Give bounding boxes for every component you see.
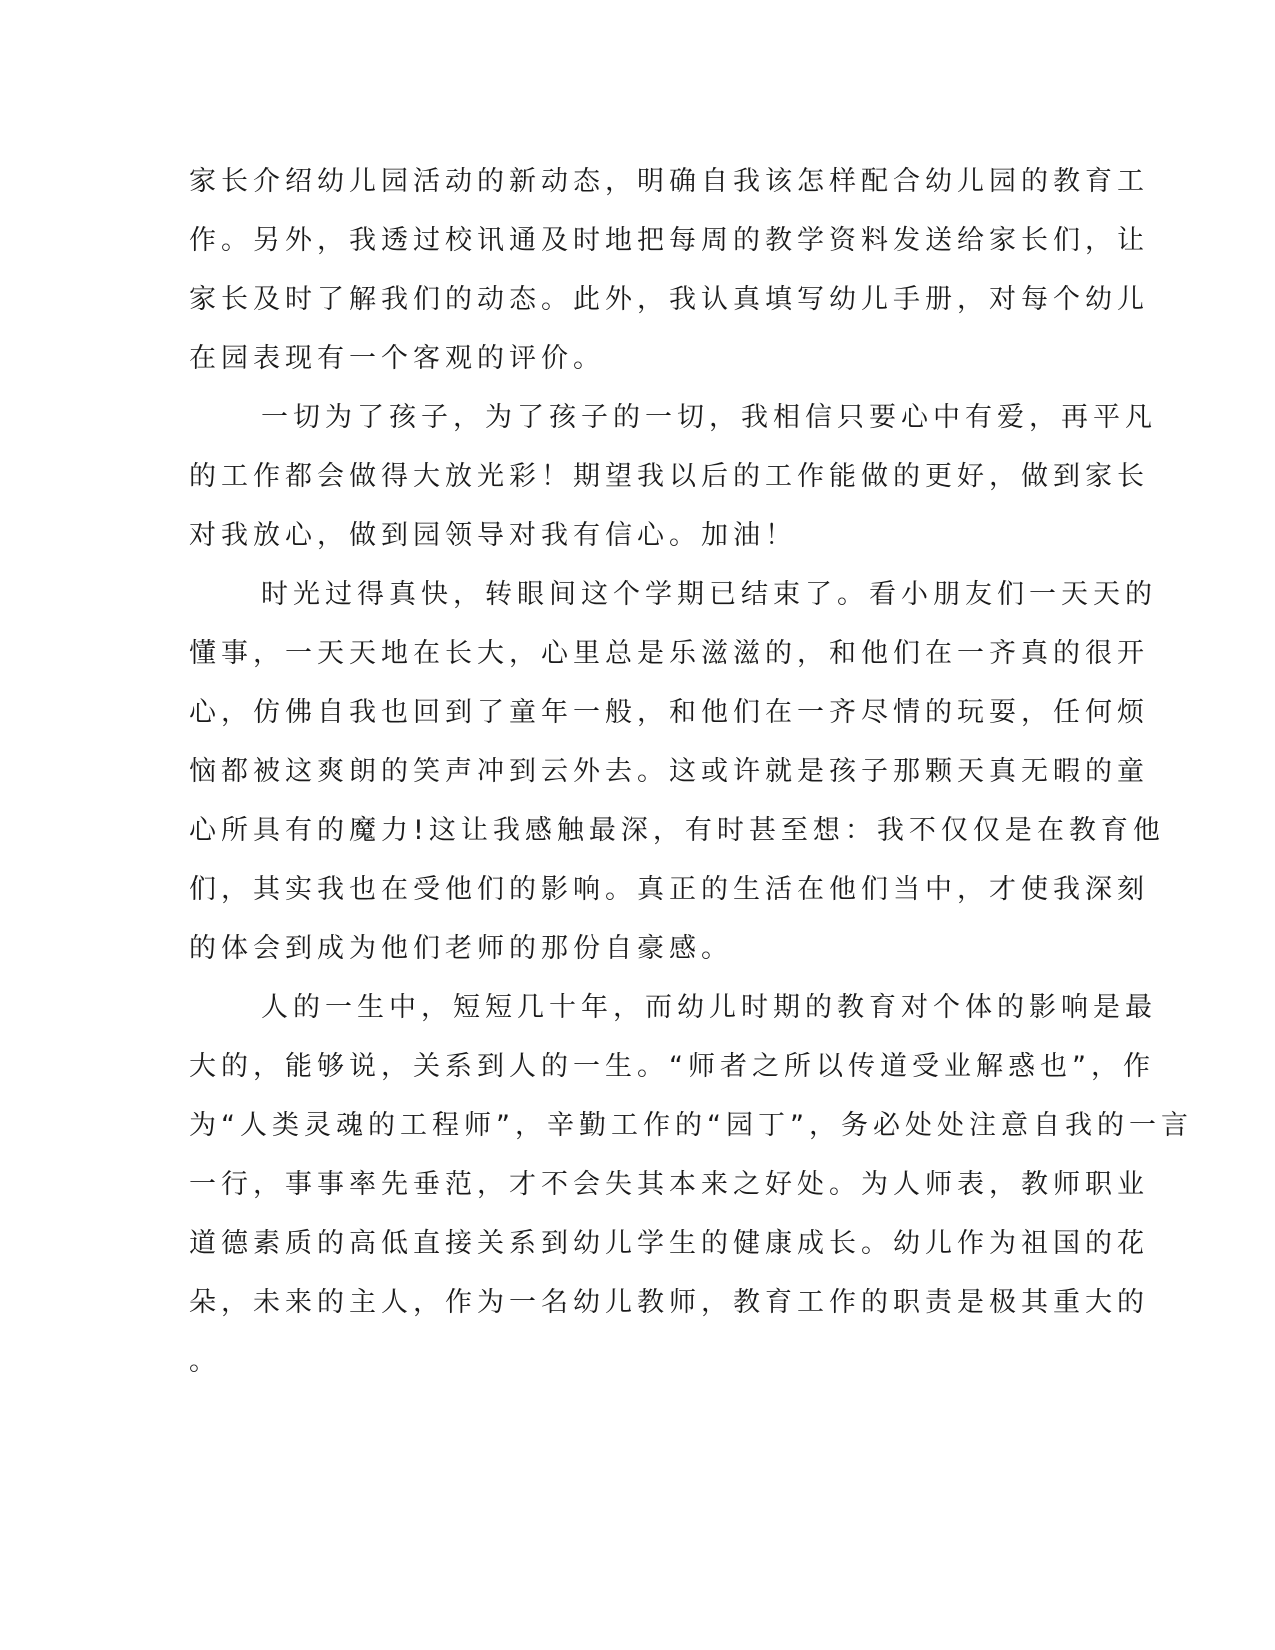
text-line: 大的，能够说，关系到人的一生。“师者之所以传道受业解惑也”，作 <box>189 1051 1155 1082</box>
text-line: 懂事，一天天地在长大，心里总是乐滋滋的，和他们在一齐真的很开 <box>189 638 1149 669</box>
text-line: 朵，未来的主人，作为一名幼儿教师，教育工作的职责是极其重大的 <box>189 1287 1149 1318</box>
paragraph-first-line: 人的一生中，短短几十年，而幼儿时期的教育对个体的影响是最 <box>261 992 1157 1023</box>
text-line: 在园表现有一个客观的评价。 <box>189 343 605 374</box>
text-line: 恼都被这爽朗的笑声冲到云外去。这或许就是孩子那颗天真无暇的童 <box>189 756 1149 787</box>
text-line: 家长及时了解我们的动态。此外，我认真填写幼儿手册，对每个幼儿 <box>189 284 1149 315</box>
text-line: 为“人类灵魂的工程师”，辛勤工作的“园丁”，务必处处注意自我的一言 <box>189 1110 1193 1141</box>
text-line: 道德素质的高低直接关系到幼儿学生的健康成长。幼儿作为祖国的花 <box>189 1228 1149 1259</box>
text-line: 作。另外，我透过校讯通及时地把每周的教学资料发送给家长们，让 <box>189 225 1149 256</box>
text-line: 家长介绍幼儿园活动的新动态，明确自我该怎样配合幼儿园的教育工 <box>189 166 1149 197</box>
text-line: 对我放心，做到园领导对我有信心。加油！ <box>189 520 797 551</box>
text-line: 的工作都会做得大放光彩！期望我以后的工作能做的更好，做到家长 <box>189 461 1149 492</box>
text-line: 一行，事事率先垂范，才不会失其本来之好处。为人师表，教师职业 <box>189 1169 1149 1200</box>
text-line: 心所具有的魔力!这让我感触最深，有时甚至想：我不仅仅是在教育他 <box>189 815 1165 846</box>
text-line: 的体会到成为他们老师的那份自豪感。 <box>189 933 733 964</box>
text-line: 们，其实我也在受他们的影响。真正的生活在他们当中，才使我深刻 <box>189 874 1149 905</box>
text-line: 。 <box>189 1346 221 1377</box>
paragraph-first-line: 时光过得真快，转眼间这个学期已结束了。看小朋友们一天天的 <box>261 579 1157 610</box>
text-line: 心，仿佛自我也回到了童年一般，和他们在一齐尽情的玩耍，任何烦 <box>189 697 1149 728</box>
paragraph-first-line: 一切为了孩子，为了孩子的一切，我相信只要心中有爱，再平凡 <box>261 402 1157 433</box>
